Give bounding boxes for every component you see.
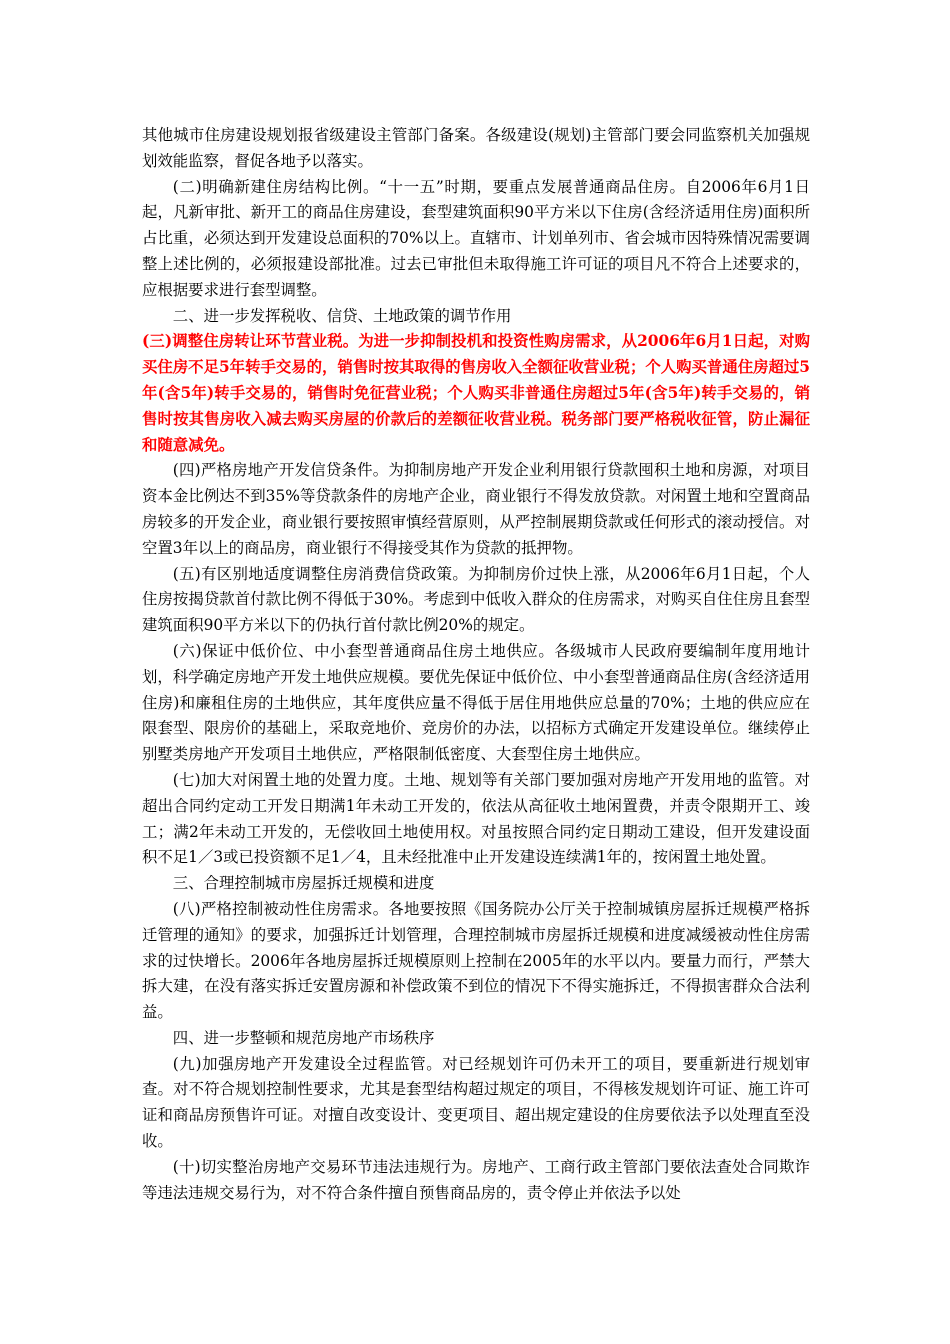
- section-heading-3: 三、合理控制城市房屋拆迁规模和进度: [172, 874, 435, 893]
- paragraph-credit-conditions: (四)严格房地产开发信贷条件。为抑制房地产开发企业利用银行贷款囤积土地和房源，对项目资本金比例达不到35%等贷款条件的房地产企业，商业银行不得发放贷款。对闲置土地和空置商品房较多的开发企业，商业银行要按照审慎经营原则，从严控制展期贷款或任何形式的滚动授信。对空置3年以上的商品房，商业银行不得接受其作为贷款的抵押物。: [142, 461, 810, 557]
- section-heading-2: 二、进一步发挥税收、信贷、土地政策的调节作用: [172, 306, 512, 325]
- document-page: [142, 123, 810, 1206]
- paragraph-transaction-violations: (十)切实整治房地产交易环节违法违规行为。房地产、工商行政主管部门要依法查处合同欺诈等违法违规交易行为，对不符合条件擅自预售商品房的，责令停止并依法予以处: [142, 1157, 810, 1202]
- paragraph-consumer-credit: (五)有区别地适度调整住房消费信贷政策。为抑制房价过快上涨，从2006年6月1日起，个人住房按揭贷款首付款比例不得低于30%。考虑到中低收入群众的住房需求，对购买自住住房且套型建筑面积90平方米以下的仍执行首付款比例20%的规定。: [142, 564, 810, 635]
- section-heading-4: 四、进一步整顿和规范房地产市场秩序: [172, 1028, 435, 1047]
- paragraph-land-supply: (六)保证中低价位、中小套型普通商品住房土地供应。各级城市人民政府要编制年度用地计划，科学确定房地产开发土地供应规模。要优先保证中低价位、中小套型普通商品住房(含经济适用住房)和廉租住房的土地供应，其年度供应量不得低于居住用地供应总量的70%；土地的供应应在限套型、限房价的基础上，采取竞地价、竞房价的办法，以招标方式确定开发建设单位。继续停止别墅类房地产开发项目土地供应，严格限制低密度、大套型住房土地供应。: [142, 641, 810, 764]
- paragraph-housing-structure-ratio: (二)明确新建住房结构比例。“十一五”时期，要重点发展普通商品住房。自2006年6月1日起，凡新审批、新开工的商品住房建设，套型建筑面积90平方米以下住房(含经济适用住房)面积所占比重，必须达到开发建设总面积的70%以上。直辖市、计划单列市、省会城市因特殊情况需要调整上述比例的，必须报建设部批准。过去已审批但未取得施工许可证的项目凡不符合上述要求的，应根据要求进行套型调整。: [142, 177, 810, 299]
- paragraph-idle-land: (七)加大对闲置土地的处置力度。土地、规划等有关部门要加强对房地产开发用地的监管。对超出合同约定动工开发日期满1年未动工开发的，依法从高征收土地闲置费，并责令限期开工、竣工；满2年未动工开发的，无偿收回土地使用权。对虽按照合同约定日期动工建设，但开发建设面积不足1／3或已投资额不足1／4，且未经批准中止开发建设连续满1年的，按闲置土地处置。: [142, 770, 810, 867]
- paragraph-business-tax-highlighted: (三)调整住房转让环节营业税。为进一步抑制投机和投资性购房需求，从2006年6月1日起，对购买住房不足5年转手交易的，销售时按其取得的售房收入全额征收营业税；个人购买普通住房超过5年(含5年)转手交易的，销售时免征营业税；个人购买非普通住房超过5年(含5年)转手交易的，销售时按其售房收入减去购买房屋的价款后的差额征收营业税。税务部门要严格税收征管，防止漏征和随意减免。: [142, 332, 810, 454]
- paragraph-demolition-demand: (八)严格控制被动性住房需求。各地要按照《国务院办公厅关于控制城镇房屋拆迁规模严格拆迁管理的通知》的要求，加强拆迁计划管理，合理控制城市房屋拆迁规模和进度减缓被动性住房需求的过快增长。2006年各地房屋拆迁规模原则上控制在2005年的水平以内。要量力而行，严禁大拆大建，在没有落实拆迁安置房源和补偿政策不到位的情况下不得实施拆迁，不得损害群众合法利益。: [142, 899, 810, 1022]
- paragraph-continuation: 其他城市住房建设规划报省级建设主管部门备案。各级建设(规划)主管部门要会同监察机关加强规划效能监察，督促各地予以落实。: [142, 126, 810, 170]
- paragraph-development-supervision: (九)加强房地产开发建设全过程监管。对已经规划许可仍未开工的项目，要重新进行规划审查。对不符合规划控制性要求，尤其是套型结构超过规定的项目，不得核发规划许可证、施工许可证和商品房预售许可证。对擅自改变设计、变更项目、超出规定建设的住房要依法予以处理直至没收。: [142, 1054, 810, 1151]
